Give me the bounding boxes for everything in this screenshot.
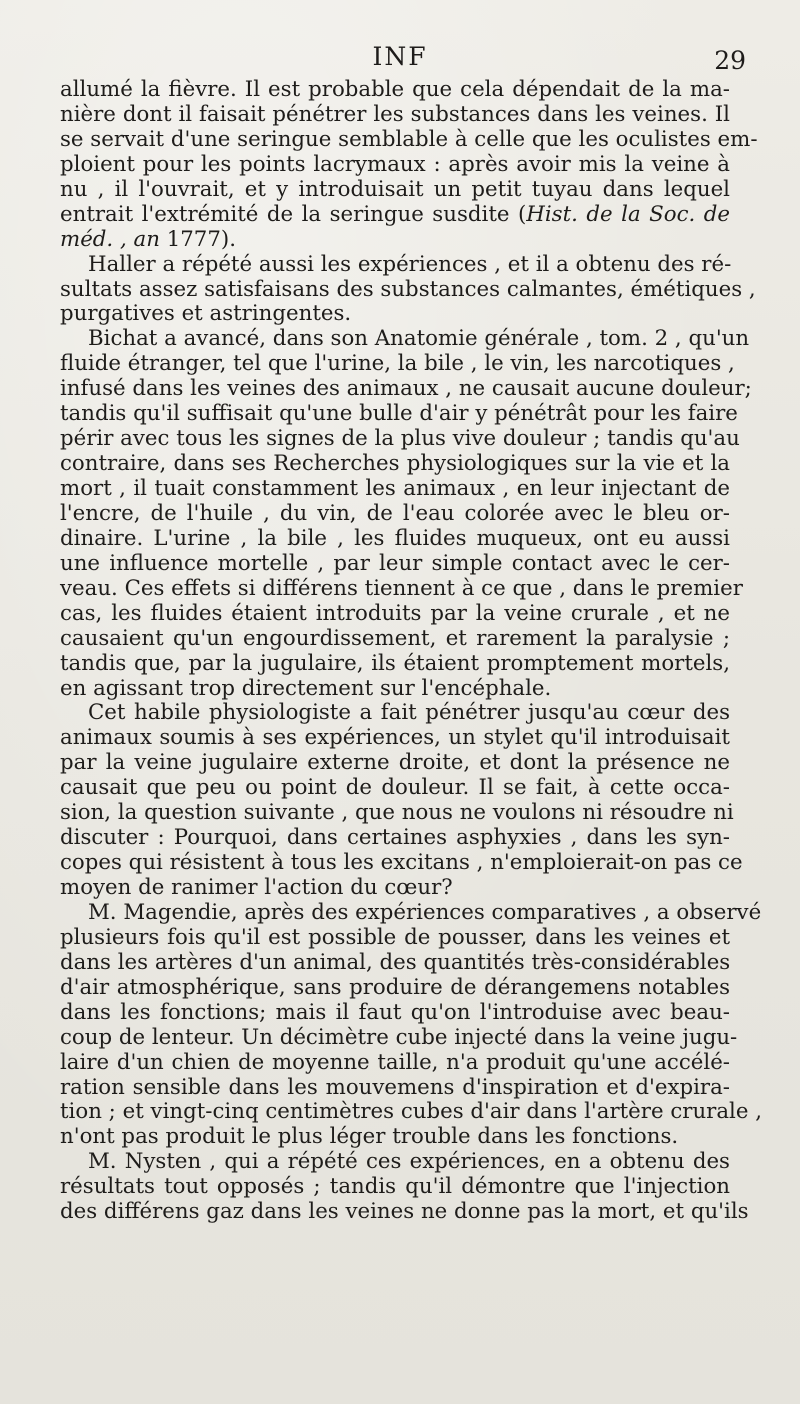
text-line: Cet habile physiologiste a fait pénétrer jusqu'au cœur des — [88, 700, 730, 726]
paragraph — [60, 326, 752, 701]
text-line: l'encre, de l'huile , du vin, de l'eau colorée avec le bleu or- — [60, 500, 730, 526]
text-line: infusé dans les veines des animaux , ne causait aucune douleur; — [60, 376, 752, 402]
text-line: veau. Ces effets si différens tiennent à ce que , dans le premier — [60, 575, 743, 601]
text-line: nu , il l'ouvrait, et y introduisait un petit tuyau dans lequel — [60, 176, 730, 202]
running-head-title: INF — [372, 42, 428, 71]
text-line: périr avec tous les signes de la plus vive douleur ; tandis qu'au — [60, 426, 740, 452]
text-line: moyen de ranimer l'action du cœur? — [60, 875, 453, 900]
text-line: entrait l'extrémité de la seringue susdite (Hist. de la Soc. de — [60, 201, 730, 227]
text-line: d'air atmosphérique, sans produire de dérangemens notables — [60, 974, 730, 1000]
text-line: par la veine jugulaire externe droite, et dont la présence ne — [60, 750, 730, 776]
text-line: coup de lenteur. Un décimètre cube injecté dans la veine jugu- — [60, 1024, 738, 1050]
text-line: tandis que, par la jugulaire, ils étaient promptement mortels, — [60, 650, 730, 676]
text-line: n'ont pas produit le plus léger trouble dans les fonctions. — [60, 1124, 679, 1150]
page-number: 29 — [714, 46, 746, 75]
text-line: M. Magendie, après des expériences comparatives , a observé — [88, 899, 762, 925]
text-line: contraire, dans ses Recherches physiologiques sur la vie et la — [60, 451, 730, 477]
text-line: allumé la fièvre. Il est probable que cela dépendait de la ma- — [60, 77, 730, 102]
text-line: en agissant trop directement sur l'encéphale. — [60, 675, 552, 701]
text-line: M. Nysten , qui a répété ces expériences, en a obtenu des — [88, 1149, 730, 1175]
paragraph — [60, 77, 758, 253]
text-line: cas, les fluides étaient introduits par la veine crurale , et ne — [60, 600, 730, 626]
text-line: méd. , an 1777). — [60, 226, 236, 252]
text-line: une influence mortelle , par leur simple contact avec le cer- — [60, 550, 730, 576]
text-line: résultats tout opposés ; tandis qu'il démontre que l'injection — [60, 1174, 730, 1200]
text-line: ration sensible dans les mouvemens d'inspiration et d'expira- — [60, 1074, 730, 1100]
text-line: copes qui résistent à tous les excitans , n'emploierait-on pas ce — [60, 850, 743, 876]
text-line: Haller a répété aussi les expériences , et il a obtenu des ré- — [88, 251, 732, 277]
paragraph — [60, 1149, 749, 1225]
body-text — [60, 77, 762, 1225]
text-line: causait que peu ou point de douleur. Il se fait, à cette occa- — [60, 775, 730, 801]
text-line: tandis qu'il suffisait qu'une bulle d'air y pénétrât pour les faire — [60, 401, 738, 427]
running-head — [60, 42, 746, 78]
text-line: fluide étranger, tel que l'urine, la bile , le vin, les narcotiques , — [60, 351, 735, 377]
text-line: se servait d'une seringue semblable à celle que les oculistes em- — [60, 126, 758, 152]
text-line: sion, la question suivante , que nous ne voulons ni résoudre ni — [60, 800, 734, 826]
text-line: causaient qu'un engourdissement, et rarement la paralysie ; — [60, 625, 730, 651]
text-line: animaux soumis à ses expériences, un stylet qu'il introduisait — [60, 725, 730, 751]
paragraph — [60, 899, 762, 1150]
citation-italic: Hist. de la Soc. de — [526, 201, 730, 227]
text-line: des différens gaz dans les veines ne donne pas la mort, et qu'ils — [60, 1199, 749, 1225]
text-line: plusieurs fois qu'il est possible de pousser, dans les veines et — [60, 924, 730, 950]
text-line: mort , il tuait constamment les animaux , en leur injectant de — [60, 476, 730, 501]
text-line: purgatives et astringentes. — [60, 301, 352, 327]
text-line: laire d'un chien de moyenne taille, n'a produit qu'une accélé- — [60, 1049, 730, 1075]
text-line: sultats assez satisfaisans des substances calmantes, émétiques , — [60, 276, 756, 302]
paragraph — [60, 700, 743, 901]
text-line: dinaire. L'urine , la bile , les fluides muqueux, ont eu aussi — [60, 525, 730, 551]
text-line: discuter : Pourquoi, dans certaines asphyxies , dans les syn- — [60, 825, 730, 851]
text-line: ploient pour les points lacrymaux : après avoir mis la veine à — [60, 151, 730, 177]
text-line: dans les fonctions; mais il faut qu'on l'introduise avec beau- — [60, 999, 730, 1025]
citation-italic: méd. , an — [60, 226, 160, 252]
text-line: tion ; et vingt-cinq centimètres cubes d'air dans l'artère crurale , — [60, 1099, 762, 1125]
paragraph — [60, 251, 756, 328]
text-line: Bichat a avancé, dans son Anatomie générale , tom. 2 , qu'un — [88, 326, 750, 352]
text-line: dans les artères d'un animal, des quantités très-considérables — [60, 949, 731, 975]
text-line: nière dont il faisait pénétrer les substances dans les veines. Il — [60, 101, 730, 127]
